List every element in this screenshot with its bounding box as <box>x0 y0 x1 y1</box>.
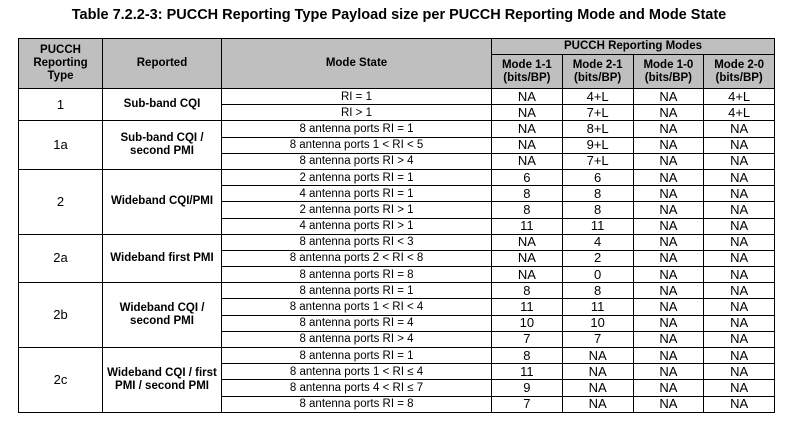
mode-1-0-value-cell: NA <box>633 364 704 380</box>
mode-2-1-value-cell: 8 <box>562 186 633 202</box>
mode-state-cell: 8 antenna ports RI = 8 <box>222 396 492 412</box>
mode-1-1-value-cell: NA <box>492 153 563 169</box>
mode-1-0-value-cell: NA <box>633 121 704 137</box>
mode-1-0-value-cell: NA <box>633 283 704 299</box>
reported-cell: Wideband CQI/PMI <box>103 169 222 234</box>
mode-2-1-value-cell: NA <box>562 364 633 380</box>
mode-1-1-value-cell: 8 <box>492 348 563 364</box>
mode-2-0-value-cell: NA <box>704 380 775 396</box>
mode-2-1-value-cell: 2 <box>562 250 633 266</box>
table-caption: Table 7.2.2-3: PUCCH Reporting Type Payload size per PUCCH Reporting Mode and Mode State <box>71 7 727 23</box>
mode-1-0-value-cell: NA <box>633 331 704 347</box>
mode-1-1-value-cell: 8 <box>492 283 563 299</box>
header-mode-1-0: Mode 1-0 (bits/BP) <box>633 55 704 89</box>
mode-2-0-value-cell: 4+L <box>704 105 775 121</box>
mode-2-0-value-cell: NA <box>704 364 775 380</box>
mode-1-0-value-cell: NA <box>633 267 704 283</box>
table-header <box>19 39 775 89</box>
mode-state-cell: 8 antenna ports RI < 3 <box>222 234 492 250</box>
mode-1-1-value-cell: 11 <box>492 299 563 315</box>
mode-state-cell: 8 antenna ports RI = 1 <box>222 348 492 364</box>
mode-state-cell: 8 antenna ports 1 < RI < 5 <box>222 137 492 153</box>
mode-1-1-value-cell: 8 <box>492 186 563 202</box>
mode-1-0-value-cell: NA <box>633 186 704 202</box>
mode-2-0-value-cell: NA <box>704 396 775 412</box>
mode-1-1-value-cell: NA <box>492 250 563 266</box>
mode-state-cell: 8 antenna ports 2 < RI < 8 <box>222 250 492 266</box>
table-row <box>19 121 775 137</box>
reporting-type-cell: 2c <box>19 348 103 413</box>
mode-1-0-value-cell: NA <box>633 234 704 250</box>
mode-2-1-value-cell: 9+L <box>562 137 633 153</box>
mode-2-0-value-cell: NA <box>704 299 775 315</box>
header-mode-state: Mode State <box>222 39 492 89</box>
mode-2-0-value-cell: NA <box>704 202 775 218</box>
reported-cell: Sub-band CQI / second PMI <box>103 121 222 170</box>
mode-state-cell: 8 antenna ports 1 < RI ≤ 4 <box>222 364 492 380</box>
reported-cell: Sub-band CQI <box>103 89 222 121</box>
mode-1-0-value-cell: NA <box>633 315 704 331</box>
mode-1-1-value-cell: NA <box>492 137 563 153</box>
mode-2-0-value-cell: NA <box>704 283 775 299</box>
mode-2-1-value-cell: 0 <box>562 267 633 283</box>
mode-2-0-value-cell: NA <box>704 315 775 331</box>
mode-state-cell: 8 antenna ports RI = 1 <box>222 121 492 137</box>
mode-1-0-value-cell: NA <box>633 380 704 396</box>
mode-1-1-value-cell: 8 <box>492 202 563 218</box>
reported-cell: Wideband CQI / second PMI <box>103 283 222 348</box>
mode-1-0-value-cell: NA <box>633 396 704 412</box>
mode-2-0-value-cell: 4+L <box>704 89 775 105</box>
mode-state-cell: 8 antenna ports 1 < RI < 4 <box>222 299 492 315</box>
mode-2-1-value-cell: NA <box>562 380 633 396</box>
mode-2-1-value-cell: NA <box>562 348 633 364</box>
header-mode-2-1: Mode 2-1 (bits/BP) <box>562 55 633 89</box>
mode-1-1-value-cell: NA <box>492 89 563 105</box>
mode-2-1-value-cell: 7+L <box>562 153 633 169</box>
mode-1-0-value-cell: NA <box>633 202 704 218</box>
mode-1-1-value-cell: 6 <box>492 169 563 185</box>
mode-1-0-value-cell: NA <box>633 153 704 169</box>
reporting-type-cell: 2 <box>19 169 103 234</box>
mode-2-1-value-cell: 7+L <box>562 105 633 121</box>
mode-1-0-value-cell: NA <box>633 105 704 121</box>
reporting-type-cell: 2b <box>19 283 103 348</box>
header-reported: Reported <box>103 39 222 89</box>
mode-2-1-value-cell: 8+L <box>562 121 633 137</box>
mode-state-cell: 8 antenna ports 4 < RI ≤ 7 <box>222 380 492 396</box>
mode-1-0-value-cell: NA <box>633 348 704 364</box>
mode-state-cell: 8 antenna ports RI > 4 <box>222 153 492 169</box>
mode-state-cell: 4 antenna ports RI > 1 <box>222 218 492 234</box>
mode-2-1-value-cell: 11 <box>562 218 633 234</box>
mode-state-cell: RI = 1 <box>222 89 492 105</box>
mode-1-0-value-cell: NA <box>633 299 704 315</box>
mode-2-1-value-cell: 11 <box>562 299 633 315</box>
payload-table <box>18 38 775 413</box>
header-reporting-type: PUCCH Reporting Type <box>19 39 103 89</box>
mode-2-0-value-cell: NA <box>704 348 775 364</box>
reported-cell: Wideband CQI / first PMI / second PMI <box>103 348 222 413</box>
reporting-type-cell: 2a <box>19 234 103 283</box>
mode-1-1-value-cell: 9 <box>492 380 563 396</box>
mode-1-1-value-cell: 7 <box>492 331 563 347</box>
table-row <box>19 348 775 364</box>
mode-2-0-value-cell: NA <box>704 121 775 137</box>
mode-1-1-value-cell: 10 <box>492 315 563 331</box>
header-reporting-modes: PUCCH Reporting Modes <box>492 39 775 55</box>
mode-state-cell: 8 antenna ports RI = 4 <box>222 315 492 331</box>
header-mode-2-0: Mode 2-0 (bits/BP) <box>704 55 775 89</box>
reporting-type-cell: 1 <box>19 89 103 121</box>
mode-1-1-value-cell: 11 <box>492 364 563 380</box>
mode-1-0-value-cell: NA <box>633 89 704 105</box>
mode-state-cell: 2 antenna ports RI = 1 <box>222 169 492 185</box>
mode-1-0-value-cell: NA <box>633 250 704 266</box>
mode-2-1-value-cell: 7 <box>562 331 633 347</box>
table-row <box>19 234 775 250</box>
mode-1-0-value-cell: NA <box>633 137 704 153</box>
mode-2-1-value-cell: NA <box>562 396 633 412</box>
mode-2-0-value-cell: NA <box>704 234 775 250</box>
mode-2-1-value-cell: 4+L <box>562 89 633 105</box>
mode-2-0-value-cell: NA <box>704 137 775 153</box>
mode-2-0-value-cell: NA <box>704 250 775 266</box>
header-mode-1-1: Mode 1-1 (bits/BP) <box>492 55 563 89</box>
table-row <box>19 283 775 299</box>
mode-state-cell: 8 antenna ports RI = 8 <box>222 267 492 283</box>
table-row <box>19 169 775 185</box>
table-row <box>19 89 775 105</box>
mode-2-0-value-cell: NA <box>704 331 775 347</box>
mode-state-cell: 8 antenna ports RI = 1 <box>222 283 492 299</box>
mode-2-0-value-cell: NA <box>704 169 775 185</box>
mode-2-0-value-cell: NA <box>704 186 775 202</box>
mode-2-1-value-cell: 8 <box>562 202 633 218</box>
mode-2-1-value-cell: 6 <box>562 169 633 185</box>
mode-state-cell: 2 antenna ports RI > 1 <box>222 202 492 218</box>
mode-1-1-value-cell: NA <box>492 105 563 121</box>
mode-1-1-value-cell: 7 <box>492 396 563 412</box>
mode-1-1-value-cell: 11 <box>492 218 563 234</box>
mode-state-cell: RI > 1 <box>222 105 492 121</box>
reported-cell: Wideband first PMI <box>103 234 222 283</box>
mode-state-cell: 8 antenna ports RI > 4 <box>222 331 492 347</box>
mode-1-1-value-cell: NA <box>492 121 563 137</box>
mode-2-1-value-cell: 10 <box>562 315 633 331</box>
mode-2-0-value-cell: NA <box>704 218 775 234</box>
mode-1-0-value-cell: NA <box>633 218 704 234</box>
mode-2-0-value-cell: NA <box>704 153 775 169</box>
reporting-type-cell: 1a <box>19 121 103 170</box>
mode-1-1-value-cell: NA <box>492 234 563 250</box>
mode-2-1-value-cell: 4 <box>562 234 633 250</box>
table-body <box>19 89 775 413</box>
mode-1-1-value-cell: NA <box>492 267 563 283</box>
mode-2-1-value-cell: 8 <box>562 283 633 299</box>
mode-1-0-value-cell: NA <box>633 169 704 185</box>
mode-state-cell: 4 antenna ports RI = 1 <box>222 186 492 202</box>
mode-2-0-value-cell: NA <box>704 267 775 283</box>
